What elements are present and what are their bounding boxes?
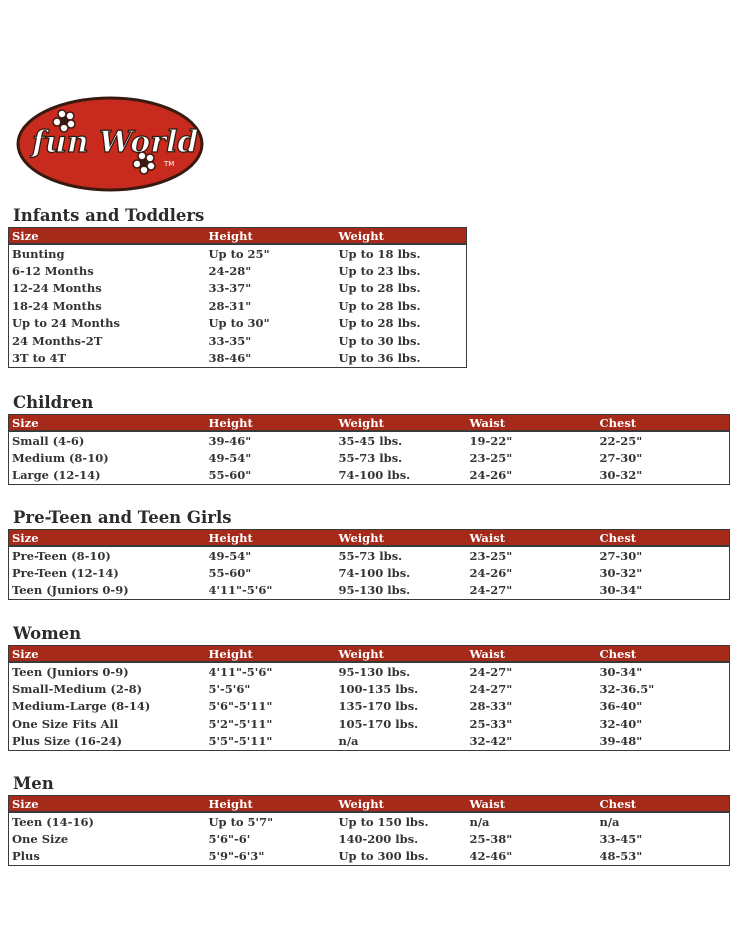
table-row <box>9 467 730 485</box>
cell-size: Up to 24 Months <box>12 316 120 331</box>
cell-chest: 39-48" <box>599 734 643 749</box>
header-waist: Waist <box>467 530 597 547</box>
cell-weight: Up to 300 lbs. <box>338 849 429 864</box>
section-preteen-teen-girls <box>8 508 730 600</box>
cell-weight: 74-100 lbs. <box>338 468 411 483</box>
section-children <box>8 393 730 485</box>
cell-waist: 28-33" <box>469 699 513 714</box>
header-weight: Weight <box>336 796 467 813</box>
cell-height: Up to 25" <box>208 246 270 261</box>
header-height: Height <box>206 415 336 432</box>
cell-size: Teen (Juniors 0-9) <box>12 664 129 679</box>
cell-weight: 55-73 lbs. <box>338 548 403 563</box>
cell-chest: 30-34" <box>599 583 643 598</box>
cell-size: 3T to 4T <box>12 351 67 366</box>
cell-waist: 24-27" <box>469 664 513 679</box>
cell-size: Small (4-6) <box>12 433 85 448</box>
header-height: Height <box>206 646 336 663</box>
table-row <box>9 431 730 449</box>
cell-size: 12-24 Months <box>12 281 102 296</box>
cell-height: 4'11"-5'6" <box>208 664 273 679</box>
cell-weight: 35-45 lbs. <box>338 433 403 448</box>
cell-chest: 27-30" <box>599 451 643 466</box>
cell-chest: 30-32" <box>599 468 643 483</box>
section-women <box>8 624 730 751</box>
section-men <box>8 774 730 866</box>
header-chest: Chest <box>597 796 730 813</box>
header-height: Height <box>206 530 336 547</box>
cell-height: 5'2"-5'11" <box>208 716 273 731</box>
cell-size: One Size Fits All <box>12 716 119 731</box>
size-table-women <box>8 645 730 751</box>
cell-height: 24-28" <box>208 264 252 279</box>
header-chest: Chest <box>597 646 730 663</box>
table-row <box>9 449 730 466</box>
logo-text: fun World <box>32 125 199 160</box>
cell-size: Plus <box>12 849 40 864</box>
cell-waist: 25-38" <box>469 832 513 847</box>
table-header-row <box>9 415 730 432</box>
cell-height: 39-46" <box>208 433 252 448</box>
cell-weight: 55-73 lbs. <box>338 451 403 466</box>
cell-size: Teen (14-16) <box>12 814 94 829</box>
table-row <box>9 332 467 349</box>
cell-height: 5'9"-6'3" <box>208 849 265 864</box>
cell-waist: 23-25" <box>469 451 513 466</box>
section-title: Women <box>13 624 82 643</box>
size-table-men <box>8 795 730 866</box>
cell-weight: Up to 36 lbs. <box>338 351 421 366</box>
header-weight: Weight <box>336 415 467 432</box>
trademark-mark: TM <box>164 160 175 168</box>
cell-size: Medium-Large (8-14) <box>12 699 151 714</box>
cell-chest: 36-40" <box>599 699 643 714</box>
table-header-row <box>9 796 730 813</box>
cell-size: Pre-Teen (8-10) <box>12 548 111 563</box>
table-row <box>9 812 730 830</box>
table-header-row <box>9 228 467 245</box>
cell-weight: 95-130 lbs. <box>338 583 411 598</box>
fun-world-logo <box>14 94 210 194</box>
table-row <box>9 564 730 581</box>
cell-size: Plus Size (16-24) <box>12 734 123 749</box>
cell-waist: 24-27" <box>469 583 513 598</box>
cell-size: 24 Months-2T <box>12 333 103 348</box>
table-row <box>9 830 730 847</box>
table-header-row <box>9 646 730 663</box>
header-weight: Weight <box>336 228 467 245</box>
cell-height: 5'-5'6" <box>208 682 251 697</box>
section-infants-toddlers <box>8 206 467 368</box>
cell-chest: 22-25" <box>599 433 643 448</box>
section-title: Pre-Teen and Teen Girls <box>13 508 232 527</box>
cell-chest: 48-53" <box>599 849 643 864</box>
header-size: Size <box>9 646 206 663</box>
size-table-preteen <box>8 529 730 600</box>
cell-size: 18-24 Months <box>12 298 102 313</box>
header-height: Height <box>206 796 336 813</box>
cell-weight: 105-170 lbs. <box>338 716 419 731</box>
cell-chest: 27-30" <box>599 548 643 563</box>
cell-weight: Up to 18 lbs. <box>338 246 421 261</box>
cell-height: 49-54" <box>208 451 252 466</box>
header-weight: Weight <box>336 530 467 547</box>
cell-chest: 32-40" <box>599 716 643 731</box>
cell-size: 6-12 Months <box>12 264 94 279</box>
header-waist: Waist <box>467 415 597 432</box>
cell-height: 5'6"-6' <box>208 832 251 847</box>
cell-size: Teen (Juniors 0-9) <box>12 583 129 598</box>
table-row <box>9 698 730 715</box>
cell-size: Medium (8-10) <box>12 451 109 466</box>
cell-weight: 100-135 lbs. <box>338 682 419 697</box>
cell-waist: 24-26" <box>469 468 513 483</box>
header-size: Size <box>9 796 206 813</box>
header-size: Size <box>9 415 206 432</box>
cell-height: 55-60" <box>208 468 252 483</box>
cell-waist: 19-22" <box>469 433 513 448</box>
header-size: Size <box>9 228 206 245</box>
cell-size: Large (12-14) <box>12 468 101 483</box>
cell-height: 5'5"-5'11" <box>208 734 273 749</box>
cell-weight: Up to 23 lbs. <box>338 264 421 279</box>
table-row <box>9 297 467 314</box>
section-title: Children <box>13 393 94 412</box>
header-chest: Chest <box>597 415 730 432</box>
table-row <box>9 582 730 600</box>
cell-height: 49-54" <box>208 548 252 563</box>
table-row <box>9 715 730 732</box>
header-height: Height <box>206 228 336 245</box>
header-chest: Chest <box>597 530 730 547</box>
table-row <box>9 848 730 866</box>
table-row <box>9 262 467 279</box>
size-table-infants <box>8 227 467 368</box>
header-size: Size <box>9 530 206 547</box>
section-title: Men <box>13 774 54 793</box>
header-weight: Weight <box>336 646 467 663</box>
cell-weight: Up to 28 lbs. <box>338 281 421 296</box>
table-row <box>9 315 467 332</box>
cell-waist: 24-27" <box>469 682 513 697</box>
cell-weight: 140-200 lbs. <box>338 832 419 847</box>
header-waist: Waist <box>467 796 597 813</box>
cell-weight: 74-100 lbs. <box>338 566 411 581</box>
table-row <box>9 733 730 751</box>
cell-weight: Up to 30 lbs. <box>338 333 421 348</box>
cell-size: Bunting <box>12 246 65 261</box>
cell-height: 33-35" <box>208 333 252 348</box>
cell-chest: 33-45" <box>599 832 643 847</box>
table-row <box>9 662 730 680</box>
cell-height: 28-31" <box>208 298 252 313</box>
cell-height: Up to 30" <box>208 316 270 331</box>
cell-weight: Up to 28 lbs. <box>338 316 421 331</box>
cell-chest: 30-34" <box>599 664 643 679</box>
cell-height: 4'11"-5'6" <box>208 583 273 598</box>
cell-height: Up to 5'7" <box>208 814 274 829</box>
cell-height: 33-37" <box>208 281 252 296</box>
cell-waist: 32-42" <box>469 734 513 749</box>
table-header-row <box>9 530 730 547</box>
cell-weight: Up to 28 lbs. <box>338 298 421 313</box>
cell-size: Pre-Teen (12-14) <box>12 566 119 581</box>
cell-weight: Up to 150 lbs. <box>338 814 429 829</box>
cell-chest: n/a <box>599 814 620 829</box>
section-title: Infants and Toddlers <box>13 206 205 225</box>
cell-height: 55-60" <box>208 566 252 581</box>
table-row <box>9 349 467 367</box>
table-row <box>9 546 730 564</box>
cell-waist: 25-33" <box>469 716 513 731</box>
table-row <box>9 244 467 262</box>
cell-height: 5'6"-5'11" <box>208 699 273 714</box>
table-row <box>9 280 467 297</box>
cell-waist: 42-46" <box>469 849 513 864</box>
cell-weight: 95-130 lbs. <box>338 664 411 679</box>
cell-height: 38-46" <box>208 351 252 366</box>
cell-chest: 32-36.5" <box>599 682 655 697</box>
cell-weight: n/a <box>338 734 359 749</box>
cell-waist: 23-25" <box>469 548 513 563</box>
cell-waist: n/a <box>469 814 490 829</box>
cell-chest: 30-32" <box>599 566 643 581</box>
cell-waist: 24-26" <box>469 566 513 581</box>
cell-weight: 135-170 lbs. <box>338 699 419 714</box>
cell-size: Small-Medium (2-8) <box>12 682 143 697</box>
header-waist: Waist <box>467 646 597 663</box>
logo-oval-graphic <box>14 94 210 194</box>
cell-size: One Size <box>12 832 69 847</box>
table-row <box>9 680 730 697</box>
size-table-children <box>8 414 730 485</box>
